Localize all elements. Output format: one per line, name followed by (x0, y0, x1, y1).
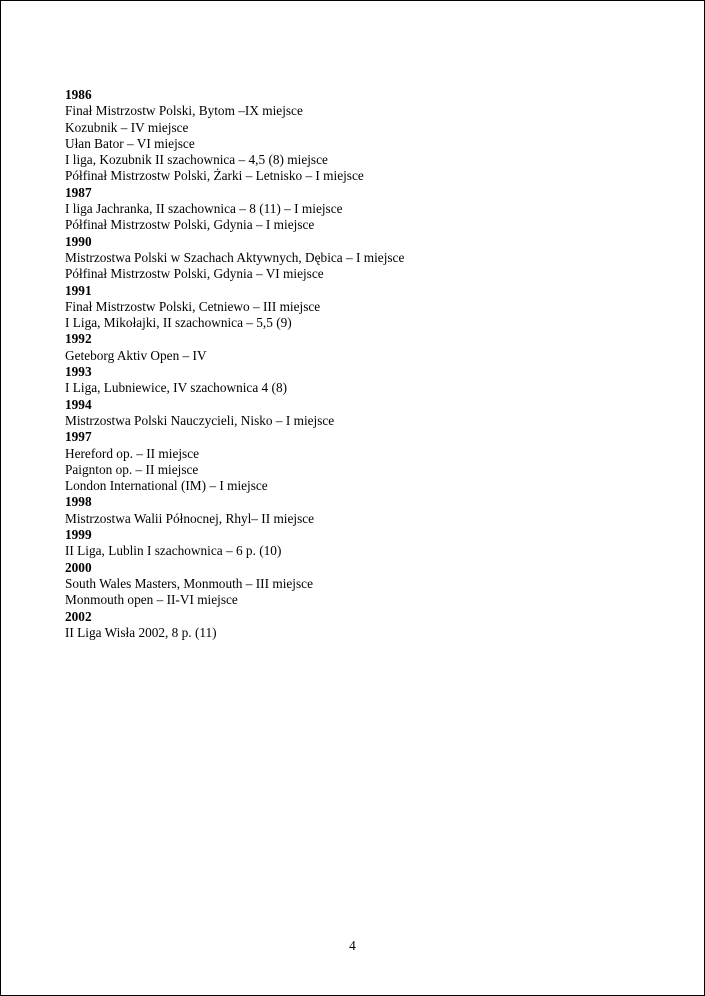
result-entry: South Wales Masters, Monmouth – III miejsce (65, 575, 313, 591)
year-heading: 1997 (65, 429, 92, 445)
result-entry: Monmouth open – II-VI miejsce (65, 592, 238, 608)
year-section (65, 397, 665, 430)
result-entry: London International (IM) – I miejsce (65, 478, 268, 494)
year-section (65, 87, 665, 185)
result-entry: Mistrzostwa Walii Północnej, Rhyl– II miejsce (65, 510, 315, 526)
result-entry: Mistrzostwa Polski w Szachach Aktywnych, Dębica – I miejsce (65, 249, 405, 265)
result-entry: Półfinał Mistrzostw Polski, Gdynia – I miejsce (65, 217, 315, 233)
result-entry: Finał Mistrzostw Polski, Cetniewo – III miejsce (65, 298, 321, 314)
result-entry: Ułan Bator – VI miejsce (65, 135, 195, 151)
result-entry: II Liga Wisła 2002, 8 p. (11) (65, 624, 217, 640)
result-entry: Mistrzostwa Polski Nauczycieli, Nisko – I miejsce (65, 412, 335, 428)
year-heading: 1987 (65, 184, 92, 200)
page-number: 4 (349, 938, 356, 953)
result-entry: I Liga, Mikołajki, II szachownica – 5,5 (9) (65, 315, 292, 331)
result-entry: Geteborg Aktiv Open – IV (65, 347, 207, 363)
result-entry: Kozubnik – IV miejsce (65, 119, 189, 135)
year-section (65, 527, 665, 560)
year-heading: 1999 (65, 527, 92, 543)
result-entry: II Liga, Lublin I szachownica – 6 p. (10) (65, 543, 282, 559)
year-heading: 1994 (65, 396, 92, 412)
year-section (65, 609, 665, 642)
result-entry: Finał Mistrzostw Polski, Bytom –IX miejsce (65, 103, 303, 119)
result-entry: Paignton op. – II miejsce (65, 461, 199, 477)
year-heading: 1986 (65, 87, 92, 102)
result-entry: I liga, Kozubnik II szachownica – 4,5 (8) miejsce (65, 152, 328, 168)
year-section (65, 364, 665, 397)
results-list (65, 87, 665, 641)
year-section (65, 494, 665, 527)
result-entry: Hereford op. – II miejsce (65, 445, 200, 461)
year-heading: 2002 (65, 608, 92, 624)
year-heading: 1992 (65, 331, 92, 347)
year-section (65, 234, 665, 283)
year-heading: 1998 (65, 494, 92, 510)
year-heading: 1990 (65, 233, 92, 249)
year-section (65, 283, 665, 332)
result-entry: Półfinał Mistrzostw Polski, Gdynia – VI miejsce (65, 266, 324, 282)
result-entry: I Liga, Lubniewice, IV szachownica 4 (8) (65, 380, 288, 396)
result-entry: I liga Jachranka, II szachownica – 8 (11) – I miejsce (65, 201, 343, 217)
year-heading: 1991 (65, 282, 92, 298)
year-heading: 2000 (65, 559, 92, 575)
year-section (65, 185, 665, 234)
year-section (65, 429, 665, 494)
year-heading: 1993 (65, 364, 92, 380)
year-section (65, 331, 665, 364)
year-section (65, 560, 665, 609)
result-entry: Półfinał Mistrzostw Polski, Żarki – Letnisko – I miejsce (65, 168, 364, 184)
